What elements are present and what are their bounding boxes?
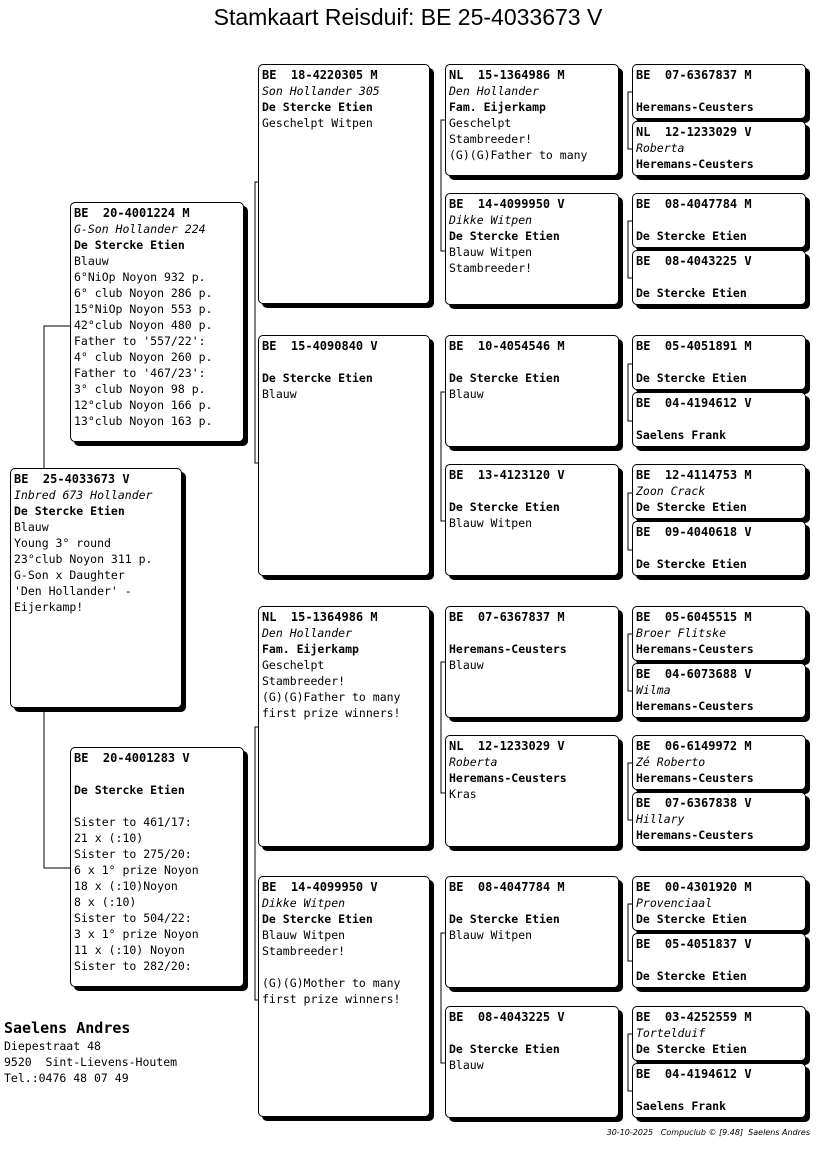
card-note <box>449 354 615 370</box>
card-note: Geschelpt <box>262 658 325 672</box>
pigeon-card-gen3 <box>445 464 619 576</box>
breeder-name: Heremans-Ceusters <box>636 828 754 842</box>
breeder-name: De Stercke Etien <box>449 912 560 926</box>
ring-number: BE 15-4090840 V <box>262 339 378 353</box>
card-note: first prize winners! <box>262 992 401 1006</box>
pigeon-card-gen4 <box>632 121 806 176</box>
breeder-name: De Stercke Etien <box>262 100 373 114</box>
breeder-name: De Stercke Etien <box>636 500 747 514</box>
pigeon-card-gen4 <box>632 250 806 305</box>
pigeon-name: Hillary <box>636 812 685 826</box>
card-note: 13°club Noyon 163 p. <box>74 414 213 428</box>
owner-phone: Tel.:0476 48 07 49 <box>4 1071 129 1085</box>
card-note: Blauw <box>74 254 109 268</box>
ring-number: BE 04-4194612 V <box>636 1067 752 1081</box>
ring-number: BE 18-4220305 M <box>262 68 378 82</box>
breeder-name: De Stercke Etien <box>636 1042 747 1056</box>
card-note: 6° club Noyon 286 p. <box>74 286 213 300</box>
card-note: Blauw <box>262 387 297 401</box>
ring-number: BE 20-4001224 M <box>74 206 190 220</box>
pigeon-name <box>636 83 802 99</box>
card-note: Sister to 461/17: <box>74 815 192 829</box>
pigeon-card-gen4 <box>632 193 806 248</box>
pigeon-name: Son Hollander 305 <box>262 84 380 98</box>
breeder-name: De Stercke Etien <box>636 969 747 983</box>
card-note: Father to '467/23': <box>74 366 206 380</box>
breeder-name: Heremans-Ceusters <box>449 642 567 656</box>
ring-number: BE 07-6367837 M <box>449 610 565 624</box>
pigeon-name: Zoon Crack <box>636 484 706 498</box>
breeder-name: De Stercke Etien <box>636 229 747 243</box>
card-note <box>74 766 240 782</box>
pigeon-card-gen4 <box>632 521 806 576</box>
card-note: Young 3° round <box>14 536 111 550</box>
card-note: 15°NiOp Noyon 553 p. <box>74 302 213 316</box>
breeder-name: Heremans-Ceusters <box>636 100 754 114</box>
pigeon-card-gen4 <box>632 606 806 661</box>
card-note: Sister to 275/20: <box>74 847 192 861</box>
breeder-name: Heremans-Ceusters <box>449 771 567 785</box>
ring-number: NL 12-1233029 V <box>636 125 752 139</box>
card-note: G-Son x Daughter <box>14 568 125 582</box>
breeder-name: Fam. Eijerkamp <box>262 642 359 656</box>
ring-number: BE 09-4040618 V <box>636 525 752 539</box>
pigeon-name: Roberta <box>449 755 498 769</box>
card-note: (G)(G)Father to many <box>262 690 401 704</box>
card-note: 42°club Noyon 480 p. <box>74 318 213 332</box>
ring-number: BE 04-4194612 V <box>636 396 752 410</box>
card-note <box>449 1025 615 1041</box>
card-note <box>449 483 615 499</box>
card-note: 21 x (:10) <box>74 831 144 845</box>
breeder-name: De Stercke Etien <box>636 912 747 926</box>
pigeon-card-main <box>10 468 182 708</box>
card-note <box>449 625 615 641</box>
pigeon-card-gen4 <box>632 64 806 119</box>
card-note: first prize winners! <box>262 706 401 720</box>
ring-number: BE 05-4051891 M <box>636 339 752 353</box>
card-note: 11 x (:10) Noyon <box>74 943 185 957</box>
card-note: 4° club Noyon 260 p. <box>74 350 213 364</box>
ring-number: BE 10-4054546 M <box>449 339 565 353</box>
card-note: 8 x (:10) <box>74 895 137 909</box>
pigeon-name <box>636 212 802 228</box>
pigeon-name: Dikke Witpen <box>449 213 533 227</box>
pigeon-name <box>636 1082 802 1098</box>
pigeon-card-gen3 <box>445 193 619 305</box>
owner-street: Diepestraat 48 <box>4 1039 101 1053</box>
breeder-name: Heremans-Ceusters <box>636 642 754 656</box>
ring-number: BE 07-6367837 M <box>636 68 752 82</box>
breeder-name: De Stercke Etien <box>449 500 560 514</box>
card-note: Geschelpt <box>449 116 512 130</box>
breeder-name: De Stercke Etien <box>636 371 747 385</box>
card-note: (G)(G)Mother to many <box>262 976 401 990</box>
pigeon-name: Inbred 673 Hollander <box>14 488 153 502</box>
pigeon-card-gen4 <box>632 392 806 447</box>
card-note: Blauw <box>14 520 49 534</box>
pigeon-card-gen4 <box>632 735 806 790</box>
card-note <box>74 798 240 814</box>
pigeon-name: Broer Flitske <box>636 626 727 640</box>
pigeon-card-gen3 <box>445 64 619 176</box>
ring-number: BE 08-4047784 M <box>636 197 752 211</box>
pigeon-card-gen3 <box>445 335 619 447</box>
card-note: Blauw Witpen <box>449 928 533 942</box>
breeder-name: De Stercke Etien <box>449 229 560 243</box>
ring-number: BE 00-4301920 M <box>636 880 752 894</box>
ring-number: BE 20-4001283 V <box>74 751 190 765</box>
pigeon-card-gen3 <box>445 1006 619 1118</box>
pigeon-card-gen4 <box>632 335 806 390</box>
ring-number: BE 08-4043225 V <box>636 254 752 268</box>
card-note <box>262 354 426 370</box>
ring-number: BE 14-4099950 V <box>262 880 378 894</box>
pigeon-card-dam <box>70 747 244 987</box>
card-note: Stambreeder! <box>262 674 346 688</box>
pigeon-name <box>636 540 802 556</box>
card-note: Blauw <box>449 658 484 672</box>
pigeon-name: Dikke Witpen <box>262 896 346 910</box>
breeder-name: De Stercke Etien <box>74 238 185 252</box>
card-note: Kras <box>449 787 477 801</box>
pigeon-card-gen3 <box>445 876 619 988</box>
pigeon-name: Roberta <box>636 141 685 155</box>
pigeon-name: Wilma <box>636 683 671 697</box>
breeder-name: Fam. Eijerkamp <box>449 100 546 114</box>
breeder-name: Saelens Frank <box>636 1099 727 1113</box>
card-note: Blauw Witpen <box>449 516 533 530</box>
pigeon-name: Den Hollander <box>262 626 353 640</box>
owner-city: 9520 Sint-Lievens-Houtem <box>4 1055 178 1069</box>
breeder-name: De Stercke Etien <box>262 912 373 926</box>
card-note: Father to '557/22': <box>74 334 206 348</box>
ring-number: BE 14-4099950 V <box>449 197 565 211</box>
ring-number: BE 05-6045515 M <box>636 610 752 624</box>
breeder-name: De Stercke Etien <box>636 286 747 300</box>
breeder-name: De Stercke Etien <box>74 783 185 797</box>
pigeon-card-gen4 <box>632 1063 806 1118</box>
ring-number: BE 08-4043225 V <box>449 1010 565 1024</box>
ring-number: BE 03-4252559 M <box>636 1010 752 1024</box>
pigeon-name <box>636 354 802 370</box>
card-note: Blauw Witpen <box>262 928 346 942</box>
pigeon-card-gen2 <box>258 606 430 847</box>
ring-number: NL 15-1364986 M <box>262 610 378 624</box>
card-note: Stambreeder! <box>262 944 346 958</box>
breeder-name: De Stercke Etien <box>14 504 125 518</box>
card-note: Stambreeder! <box>449 261 533 275</box>
card-note: 23°club Noyon 311 p. <box>14 552 153 566</box>
pigeon-name: Provenciaal <box>636 896 713 910</box>
card-note: 12°club Noyon 166 p. <box>74 398 213 412</box>
card-note: Sister to 282/20: <box>74 959 192 973</box>
card-note <box>262 959 426 975</box>
pigeon-card-gen2 <box>258 335 430 576</box>
pigeon-card-gen4 <box>632 792 806 847</box>
pigeon-card-sire <box>70 202 244 442</box>
pigeon-name: G-Son Hollander 224 <box>74 222 206 236</box>
pigeon-name: Tortelduif <box>636 1026 706 1040</box>
breeder-name: Heremans-Ceusters <box>636 771 754 785</box>
card-note <box>449 895 615 911</box>
breeder-name: De Stercke Etien <box>636 557 747 571</box>
pigeon-name <box>636 952 802 968</box>
breeder-name: De Stercke Etien <box>449 1042 560 1056</box>
card-note: Blauw Witpen <box>449 245 533 259</box>
pigeon-card-gen4 <box>632 933 806 988</box>
ring-number: BE 13-4123120 V <box>449 468 565 482</box>
ring-number: BE 05-4051837 V <box>636 937 752 951</box>
card-note: 3° club Noyon 98 p. <box>74 382 206 396</box>
ring-number: BE 12-4114753 M <box>636 468 752 482</box>
footer-credit: 30-10-2025 Compuclub © [9.48] Saelens Andres <box>606 1128 810 1137</box>
ring-number: BE 06-6149972 M <box>636 739 752 753</box>
card-note: (G)(G)Father to many <box>449 148 588 162</box>
card-note: Blauw <box>449 387 484 401</box>
card-note: Eijerkamp! <box>14 600 84 614</box>
pigeon-card-gen2 <box>258 876 430 1117</box>
card-note: Stambreeder! <box>449 132 533 146</box>
ring-number: BE 25-4033673 V <box>14 472 130 486</box>
card-note: 'Den Hollander' - <box>14 584 132 598</box>
breeder-name: Heremans-Ceusters <box>636 699 754 713</box>
ring-number: BE 07-6367838 V <box>636 796 752 810</box>
pigeon-card-gen4 <box>632 464 806 519</box>
pigeon-card-gen4 <box>632 876 806 931</box>
ring-number: NL 15-1364986 M <box>449 68 565 82</box>
card-note: 18 x (:10)Noyon <box>74 879 178 893</box>
pigeon-card-gen3 <box>445 606 619 718</box>
card-note: Geschelpt Witpen <box>262 116 373 130</box>
card-note: Sister to 504/22: <box>74 911 192 925</box>
owner-block <box>4 1018 177 1086</box>
pigeon-name: Zé Roberto <box>636 755 706 769</box>
pigeon-name <box>636 269 802 285</box>
pigeon-card-gen3 <box>445 735 619 847</box>
breeder-name: Saelens Frank <box>636 428 727 442</box>
pigeon-card-gen4 <box>632 663 806 718</box>
owner-name: Saelens Andres <box>4 1019 131 1037</box>
breeder-name: De Stercke Etien <box>449 371 560 385</box>
ring-number: NL 12-1233029 V <box>449 739 565 753</box>
pigeon-name: Den Hollander <box>449 84 540 98</box>
pigeon-card-gen4 <box>632 1006 806 1061</box>
card-note: 6 x 1° prize Noyon <box>74 863 199 877</box>
breeder-name: Heremans-Ceusters <box>636 157 754 171</box>
card-note: Blauw <box>449 1058 484 1072</box>
ring-number: BE 04-6073688 V <box>636 667 752 681</box>
ring-number: BE 08-4047784 M <box>449 880 565 894</box>
breeder-name: De Stercke Etien <box>262 371 373 385</box>
pigeon-name <box>636 411 802 427</box>
card-note: 6°NiOp Noyon 932 p. <box>74 270 206 284</box>
pigeon-card-gen2 <box>258 64 430 304</box>
card-note: 3 x 1° prize Noyon <box>74 927 199 941</box>
page-title: Stamkaart Reisduif: BE 25-4033673 V <box>213 4 603 30</box>
